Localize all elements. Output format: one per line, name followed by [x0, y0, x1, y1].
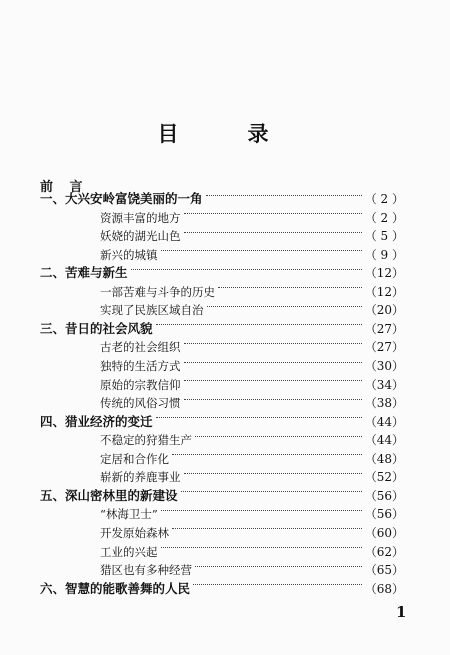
- toc-entry-page: （12）: [364, 284, 404, 299]
- toc-entry-title: 猎区也有多种经营: [100, 563, 192, 577]
- toc-entry: [100, 247, 404, 263]
- dot-leader: [156, 324, 362, 325]
- toc-entry-page: （ 5 ）: [364, 229, 404, 244]
- dot-leader: [156, 417, 362, 418]
- toc-entry-title: 四、猎业经济的变迁: [40, 413, 153, 429]
- dot-leader: [195, 436, 362, 437]
- dot-leader: [172, 528, 362, 529]
- toc-entry-page: （68）: [364, 581, 404, 596]
- dot-leader: [206, 195, 362, 196]
- toc-entry: [100, 358, 404, 374]
- page-number: 1: [396, 603, 407, 621]
- dot-leader: [161, 250, 362, 251]
- toc-entry-title: 三、昔日的社会风貌: [40, 320, 153, 336]
- toc-entry-page: （27）: [364, 321, 404, 336]
- toc-entry: [100, 302, 404, 318]
- toc-entry: [40, 265, 404, 281]
- toc-entry-page: （48）: [364, 451, 404, 466]
- toc-entry-page: （20）: [364, 303, 404, 318]
- dot-leader: [184, 213, 362, 214]
- dot-leader: [193, 584, 362, 585]
- toc-entry: [100, 525, 404, 541]
- toc-entry: [40, 191, 404, 207]
- toc-entry: [100, 284, 404, 300]
- toc-entry-title: 开发原始森林: [100, 525, 169, 540]
- toc-entry-title: “林海卫士”: [100, 507, 158, 522]
- toc-entry-title: 新兴的城镇: [100, 247, 158, 262]
- toc-entry: [100, 339, 404, 355]
- toc-entry-page: （52）: [364, 470, 404, 485]
- dot-leader: [161, 510, 362, 511]
- page-title: 目 录: [157, 121, 293, 146]
- toc-entry-title: 原始的宗教信仰: [100, 377, 181, 392]
- dot-leader: [161, 547, 362, 548]
- toc-entry-title: 独特的生活方式: [100, 359, 181, 373]
- toc-entry-page: （38）: [364, 396, 404, 411]
- toc-entry: [100, 228, 404, 244]
- toc-entry-page: （12）: [364, 266, 404, 281]
- toc-entry: [100, 544, 404, 560]
- toc-entry: [40, 488, 404, 504]
- toc-entry-title: 不稳定的狩猎生产: [100, 433, 192, 448]
- toc-entry: [100, 469, 404, 485]
- toc-entry-page: （34）: [364, 377, 404, 392]
- toc-entry: [100, 451, 404, 467]
- toc-entry-page: （30）: [364, 359, 404, 373]
- toc-entry-title: 实现了民族区域自治: [100, 303, 204, 318]
- toc-entry-title: 定居和合作化: [100, 451, 169, 466]
- toc-entry-title: 一、大兴安岭富饶美丽的一角: [40, 191, 203, 206]
- dot-leader: [184, 362, 362, 363]
- toc-entry-page: （ 9 ）: [364, 247, 404, 262]
- toc-entry-title: 六、智慧的能歌善舞的人民: [40, 580, 191, 596]
- toc-entry-page: （44）: [364, 433, 404, 448]
- dot-leader: [184, 473, 362, 474]
- toc-entry-page: （56）: [364, 507, 404, 522]
- toc-entry: [100, 432, 404, 448]
- dot-leader: [218, 287, 362, 288]
- toc-entry: [40, 321, 404, 337]
- toc-entry: [40, 414, 404, 430]
- dot-leader: [207, 306, 362, 307]
- toc-entry-page: （65）: [364, 563, 404, 577]
- toc-entry-page: （60）: [364, 525, 404, 540]
- toc-entry-title: 妖娆的湖光山色: [100, 229, 181, 244]
- dot-leader: [184, 232, 362, 233]
- toc-entry-title: 崭新的养鹿事业: [100, 470, 181, 485]
- toc-entry-page: （44）: [364, 414, 404, 429]
- dot-leader: [131, 269, 362, 270]
- toc-entry: [100, 377, 404, 393]
- dot-leader: [172, 454, 362, 455]
- toc-entry-title: 资源丰富的地方: [100, 210, 181, 225]
- toc-entry-page: （27）: [364, 340, 404, 355]
- dot-leader: [195, 566, 362, 567]
- dot-leader: [181, 491, 362, 492]
- toc-entry-page: （ 2 ）: [364, 210, 404, 225]
- toc-entry-page: （56）: [364, 488, 404, 503]
- toc-entry-title: 工业的兴起: [100, 544, 158, 559]
- toc-entry: [100, 210, 404, 226]
- dot-leader: [184, 343, 362, 344]
- dot-leader: [184, 399, 362, 400]
- toc-entry-title: 五、深山密林里的新建设: [40, 487, 178, 503]
- toc-entry-page: （62）: [364, 544, 404, 559]
- preface-heading: 前 言: [40, 180, 89, 195]
- toc-entry: [100, 506, 404, 522]
- toc-entry-title: 古老的社会组织: [100, 340, 181, 355]
- dot-leader: [184, 380, 362, 381]
- toc-entry-title: 二、苦难与新生: [40, 265, 128, 281]
- toc-entry: [100, 562, 404, 578]
- toc-entry-title: 一部苦难与斗争的历史: [100, 284, 215, 299]
- toc-entry-title: 传统的风俗习惯: [100, 396, 181, 411]
- toc-entry-page: （ 2 ）: [364, 192, 404, 206]
- toc-entry: [40, 581, 404, 597]
- toc-entry: [100, 395, 404, 411]
